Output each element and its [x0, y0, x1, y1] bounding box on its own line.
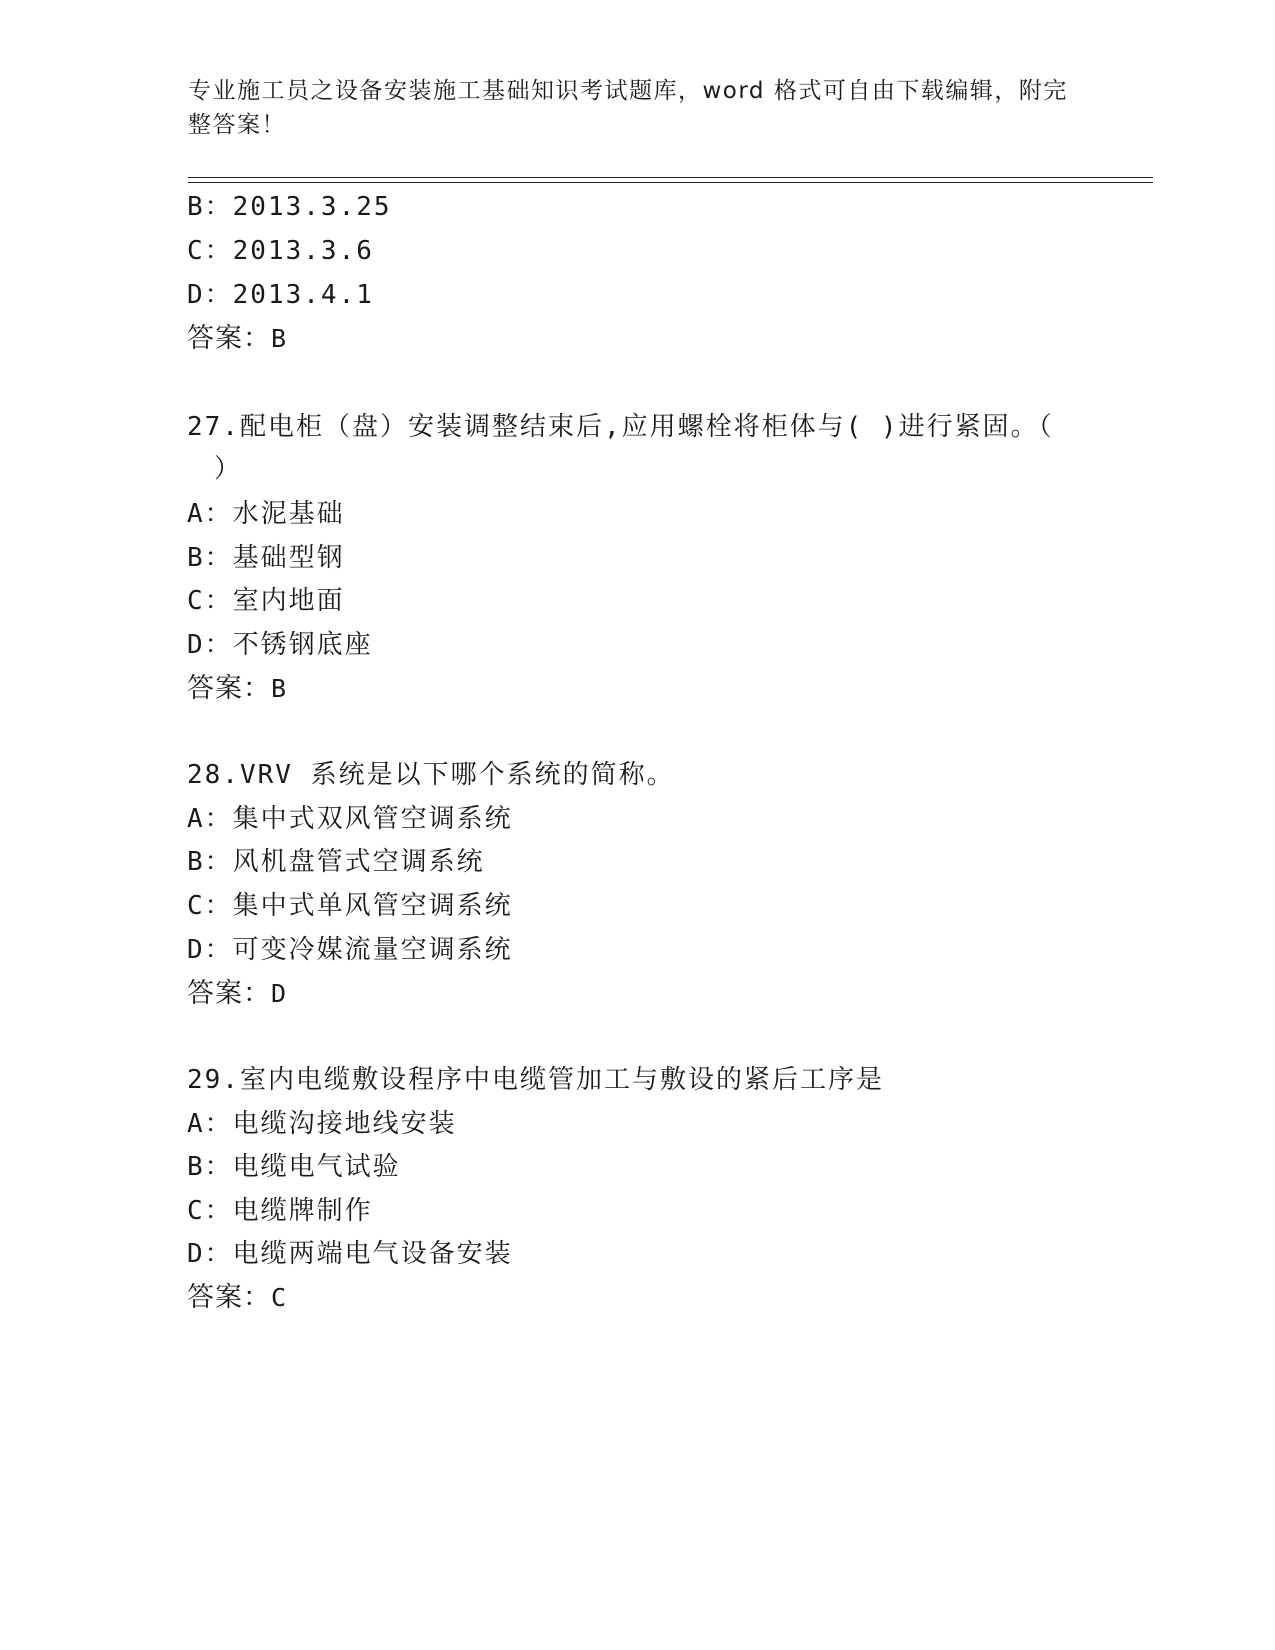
document-header [188, 74, 1088, 142]
option-c: C：电缆牌制作 [187, 1196, 373, 1226]
header-divider-bottom [188, 182, 1153, 183]
option-d: D：可变冷媒流量空调系统 [187, 935, 513, 965]
question-stem: 29.室内电缆敷设程序中电缆管加工与敷设的紧后工序是 [187, 1065, 884, 1095]
question-stem-continued: ） [214, 454, 243, 484]
option-c: C：集中式单风管空调系统 [187, 891, 513, 921]
answer-label: 答案： [187, 1282, 271, 1313]
answer-label: 答案： [187, 978, 271, 1009]
option-a: A：集中式双风管空调系统 [187, 804, 513, 834]
option-a: A：水泥基础 [187, 499, 345, 529]
option-d: D：2013.4.1 [187, 280, 374, 310]
option-a: A：电缆沟接地线安装 [187, 1109, 457, 1139]
answer-line [187, 1275, 287, 1314]
answer-value: B [271, 324, 288, 353]
option-d: D：不锈钢底座 [187, 630, 373, 660]
header-line-1: 专业施工员之设备安装施工基础知识考试题库，word 格式可自由下载编辑，附完 [188, 78, 1068, 104]
option-b: B：风机盘管式空调系统 [187, 847, 485, 877]
option-b: B：基础型钢 [187, 543, 345, 573]
question-stem: 28.VRV 系统是以下哪个系统的简称。 [187, 760, 675, 790]
option-b: B：电缆电气试验 [187, 1152, 401, 1182]
option-b: B：2013.3.25 [187, 192, 392, 222]
answer-label: 答案： [187, 673, 271, 704]
answer-label: 答案： [187, 323, 271, 354]
header-divider-top [188, 177, 1153, 178]
answer-value: D [271, 979, 288, 1008]
answer-value: B [271, 674, 288, 703]
option-c: C：室内地面 [187, 586, 345, 616]
question-stem: 27.配电柜（盘）安装调整结束后,应用螺栓将柜体与( )进行紧固。（ [187, 412, 1054, 442]
answer-line [187, 666, 287, 705]
option-d: D：电缆两端电气设备安装 [187, 1239, 513, 1269]
answer-line [187, 316, 287, 355]
answer-line [187, 971, 287, 1010]
option-c: C：2013.3.6 [187, 236, 374, 266]
header-line-2: 整答案！ [188, 112, 286, 138]
answer-value: C [271, 1283, 288, 1312]
